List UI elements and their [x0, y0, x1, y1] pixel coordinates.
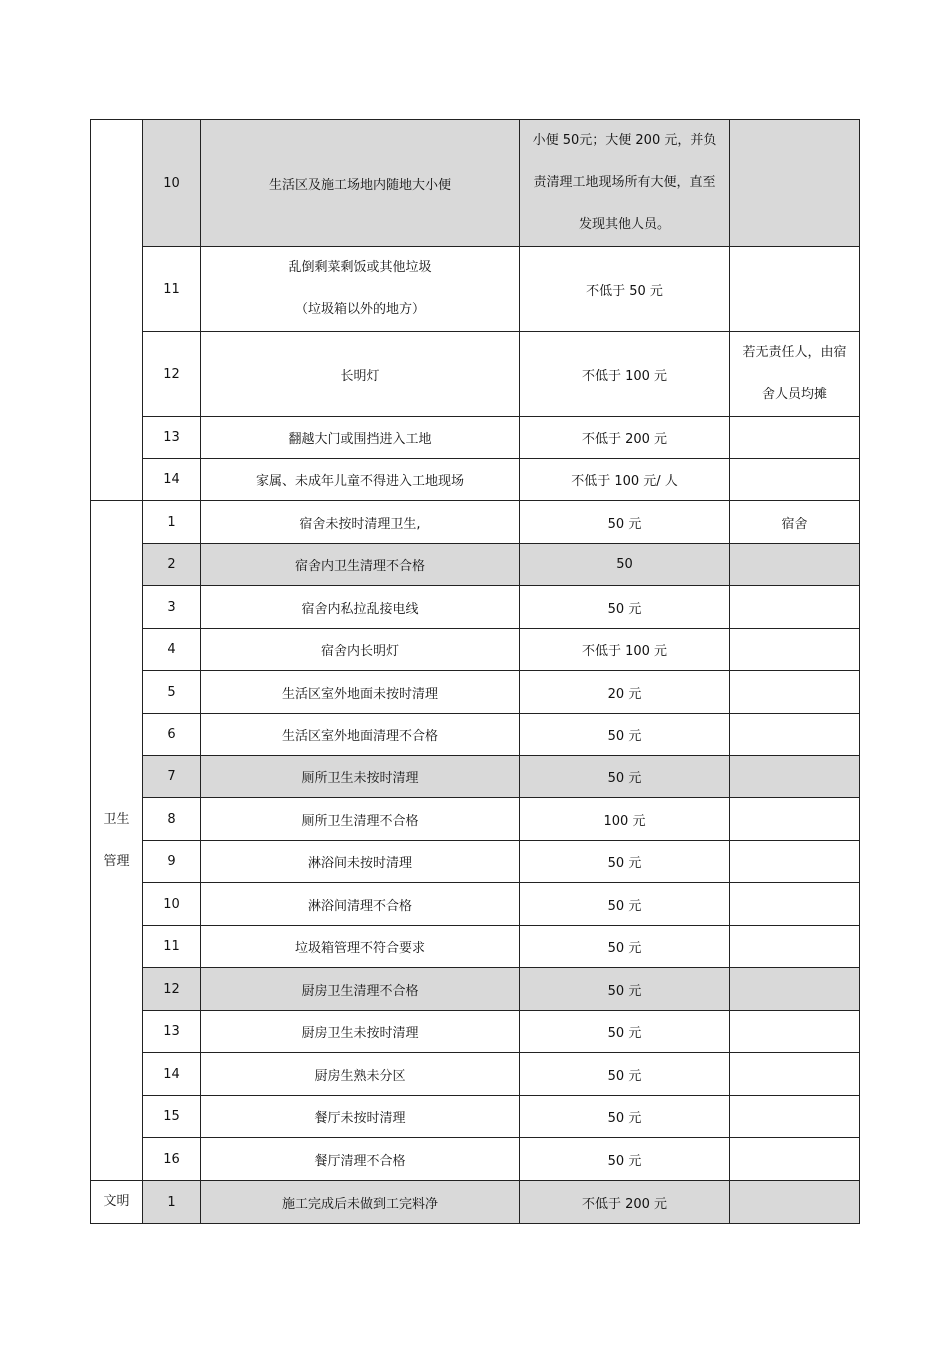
- row-number: 9: [143, 841, 201, 883]
- table-row: [91, 714, 860, 756]
- row-number: 12: [143, 332, 201, 417]
- fine-amount: 50 元: [520, 968, 730, 1011]
- remark: [730, 883, 860, 926]
- table-row: [91, 501, 860, 544]
- remark: [730, 459, 860, 501]
- row-number: 13: [143, 1011, 201, 1053]
- row-number: 15: [143, 1096, 201, 1138]
- row-number: 6: [143, 714, 201, 756]
- remark: [730, 1181, 860, 1224]
- violation-item: 长明灯: [201, 332, 520, 417]
- row-number: 16: [143, 1138, 201, 1181]
- table-row: [91, 417, 860, 459]
- remark: [730, 629, 860, 671]
- violation-item: 施工完成后未做到工完料净: [201, 1181, 520, 1224]
- violation-item: 家属、未成年儿童不得进入工地现场: [201, 459, 520, 501]
- fine-amount: 50 元: [520, 1011, 730, 1053]
- remark: [730, 417, 860, 459]
- violation-item-line2: （垃圾箱以外的地方）: [294, 302, 425, 317]
- violation-item: 宿舍未按时清理卫生,: [201, 501, 520, 544]
- row-number: 10: [143, 883, 201, 926]
- row-number: 2: [143, 544, 201, 586]
- remark: [730, 120, 860, 247]
- table-row: [91, 883, 860, 926]
- table-row: [91, 544, 860, 586]
- fine-amount: 50 元: [520, 883, 730, 926]
- fine-amount: 50: [520, 544, 730, 586]
- row-number: 4: [143, 629, 201, 671]
- violation-item: 生活区室外地面未按时清理: [201, 671, 520, 714]
- violation-item: 宿舍内卫生清理不合格: [201, 544, 520, 586]
- remark: 若无责任人，由宿舍人员均摊: [730, 332, 860, 417]
- violation-item: 生活区及施工场地内随地大小便: [201, 120, 520, 247]
- remark: 宿舍: [730, 501, 860, 544]
- row-number: 10: [143, 120, 201, 247]
- table-row: [91, 841, 860, 883]
- violation-item: 生活区室外地面清理不合格: [201, 714, 520, 756]
- violation-item-line1: 乱倒剩菜剩饭或其他垃圾: [288, 260, 432, 275]
- fine-amount: 不低于 200 元: [520, 1181, 730, 1224]
- remark: [730, 714, 860, 756]
- remark: [730, 841, 860, 883]
- remark: [730, 1053, 860, 1096]
- row-number: 14: [143, 1053, 201, 1096]
- fine-amount: 小便 50元；大便 200 元，并负责清理工地现场所有大便，直至发现其他人员。: [520, 120, 730, 247]
- row-number: 12: [143, 968, 201, 1011]
- row-number: 13: [143, 417, 201, 459]
- violation-item: 厨房卫生清理不合格: [201, 968, 520, 1011]
- violation-item: 淋浴间清理不合格: [201, 883, 520, 926]
- fine-amount: 50 元: [520, 586, 730, 629]
- table-row: [91, 247, 860, 332]
- row-number: 3: [143, 586, 201, 629]
- table-row: [91, 120, 860, 247]
- row-number: 5: [143, 671, 201, 714]
- table-row: [91, 756, 860, 798]
- table-row: [91, 586, 860, 629]
- remark: [730, 247, 860, 332]
- fine-amount: 不低于 100 元: [520, 629, 730, 671]
- fine-amount: 不低于 100 元/ 人: [520, 459, 730, 501]
- fine-amount: 50 元: [520, 926, 730, 968]
- violation-item: 宿舍内长明灯: [201, 629, 520, 671]
- violation-item: 垃圾箱管理不符合要求: [201, 926, 520, 968]
- remark: [730, 756, 860, 798]
- fine-amount: 不低于 100 元: [520, 332, 730, 417]
- table-row: [91, 1053, 860, 1096]
- row-number: 7: [143, 756, 201, 798]
- table-row: [91, 926, 860, 968]
- table-row: [91, 968, 860, 1011]
- remark: [730, 1096, 860, 1138]
- remark: [730, 968, 860, 1011]
- violation-item: [201, 247, 520, 332]
- violation-item: 厕所卫生未按时清理: [201, 756, 520, 798]
- fine-amount: 不低于 50 元: [520, 247, 730, 332]
- category-civility: 文明: [91, 1181, 143, 1224]
- violation-item: 淋浴间未按时清理: [201, 841, 520, 883]
- remark: [730, 671, 860, 714]
- remark: [730, 1011, 860, 1053]
- violation-item: 餐厅清理不合格: [201, 1138, 520, 1181]
- table-row: [91, 1138, 860, 1181]
- row-number: 11: [143, 926, 201, 968]
- table-row: [91, 798, 860, 841]
- violation-item: 餐厅未按时清理: [201, 1096, 520, 1138]
- category-cell-empty: [91, 120, 143, 501]
- table-row: [91, 629, 860, 671]
- fine-amount: 50 元: [520, 714, 730, 756]
- row-number: 8: [143, 798, 201, 841]
- remark: [730, 586, 860, 629]
- remark: [730, 798, 860, 841]
- remark: [730, 544, 860, 586]
- violation-item: 厨房生熟未分区: [201, 1053, 520, 1096]
- row-number: 1: [143, 501, 201, 544]
- fine-amount: 50 元: [520, 1138, 730, 1181]
- violation-item: 厨房卫生未按时清理: [201, 1011, 520, 1053]
- table-row: [91, 332, 860, 417]
- violation-item: 宿舍内私拉乱接电线: [201, 586, 520, 629]
- fine-amount: 100 元: [520, 798, 730, 841]
- violation-item: 厕所卫生清理不合格: [201, 798, 520, 841]
- remark: [730, 926, 860, 968]
- fine-amount: 不低于 200 元: [520, 417, 730, 459]
- table-row: [91, 459, 860, 501]
- fine-amount: 50 元: [520, 1053, 730, 1096]
- fine-amount: 50 元: [520, 756, 730, 798]
- table-row: [91, 1181, 860, 1224]
- table-row: [91, 1096, 860, 1138]
- fine-amount: 50 元: [520, 501, 730, 544]
- fine-amount: 50 元: [520, 841, 730, 883]
- table-row: [91, 671, 860, 714]
- fine-amount: 20 元: [520, 671, 730, 714]
- violation-item: 翻越大门或围挡进入工地: [201, 417, 520, 459]
- remark: [730, 1138, 860, 1181]
- table-row: [91, 1011, 860, 1053]
- fine-amount: 50 元: [520, 1096, 730, 1138]
- row-number: 11: [143, 247, 201, 332]
- row-number: 14: [143, 459, 201, 501]
- category-hygiene: 卫生 管理: [91, 501, 143, 1181]
- fine-rules-table: [90, 119, 860, 1224]
- row-number: 1: [143, 1181, 201, 1224]
